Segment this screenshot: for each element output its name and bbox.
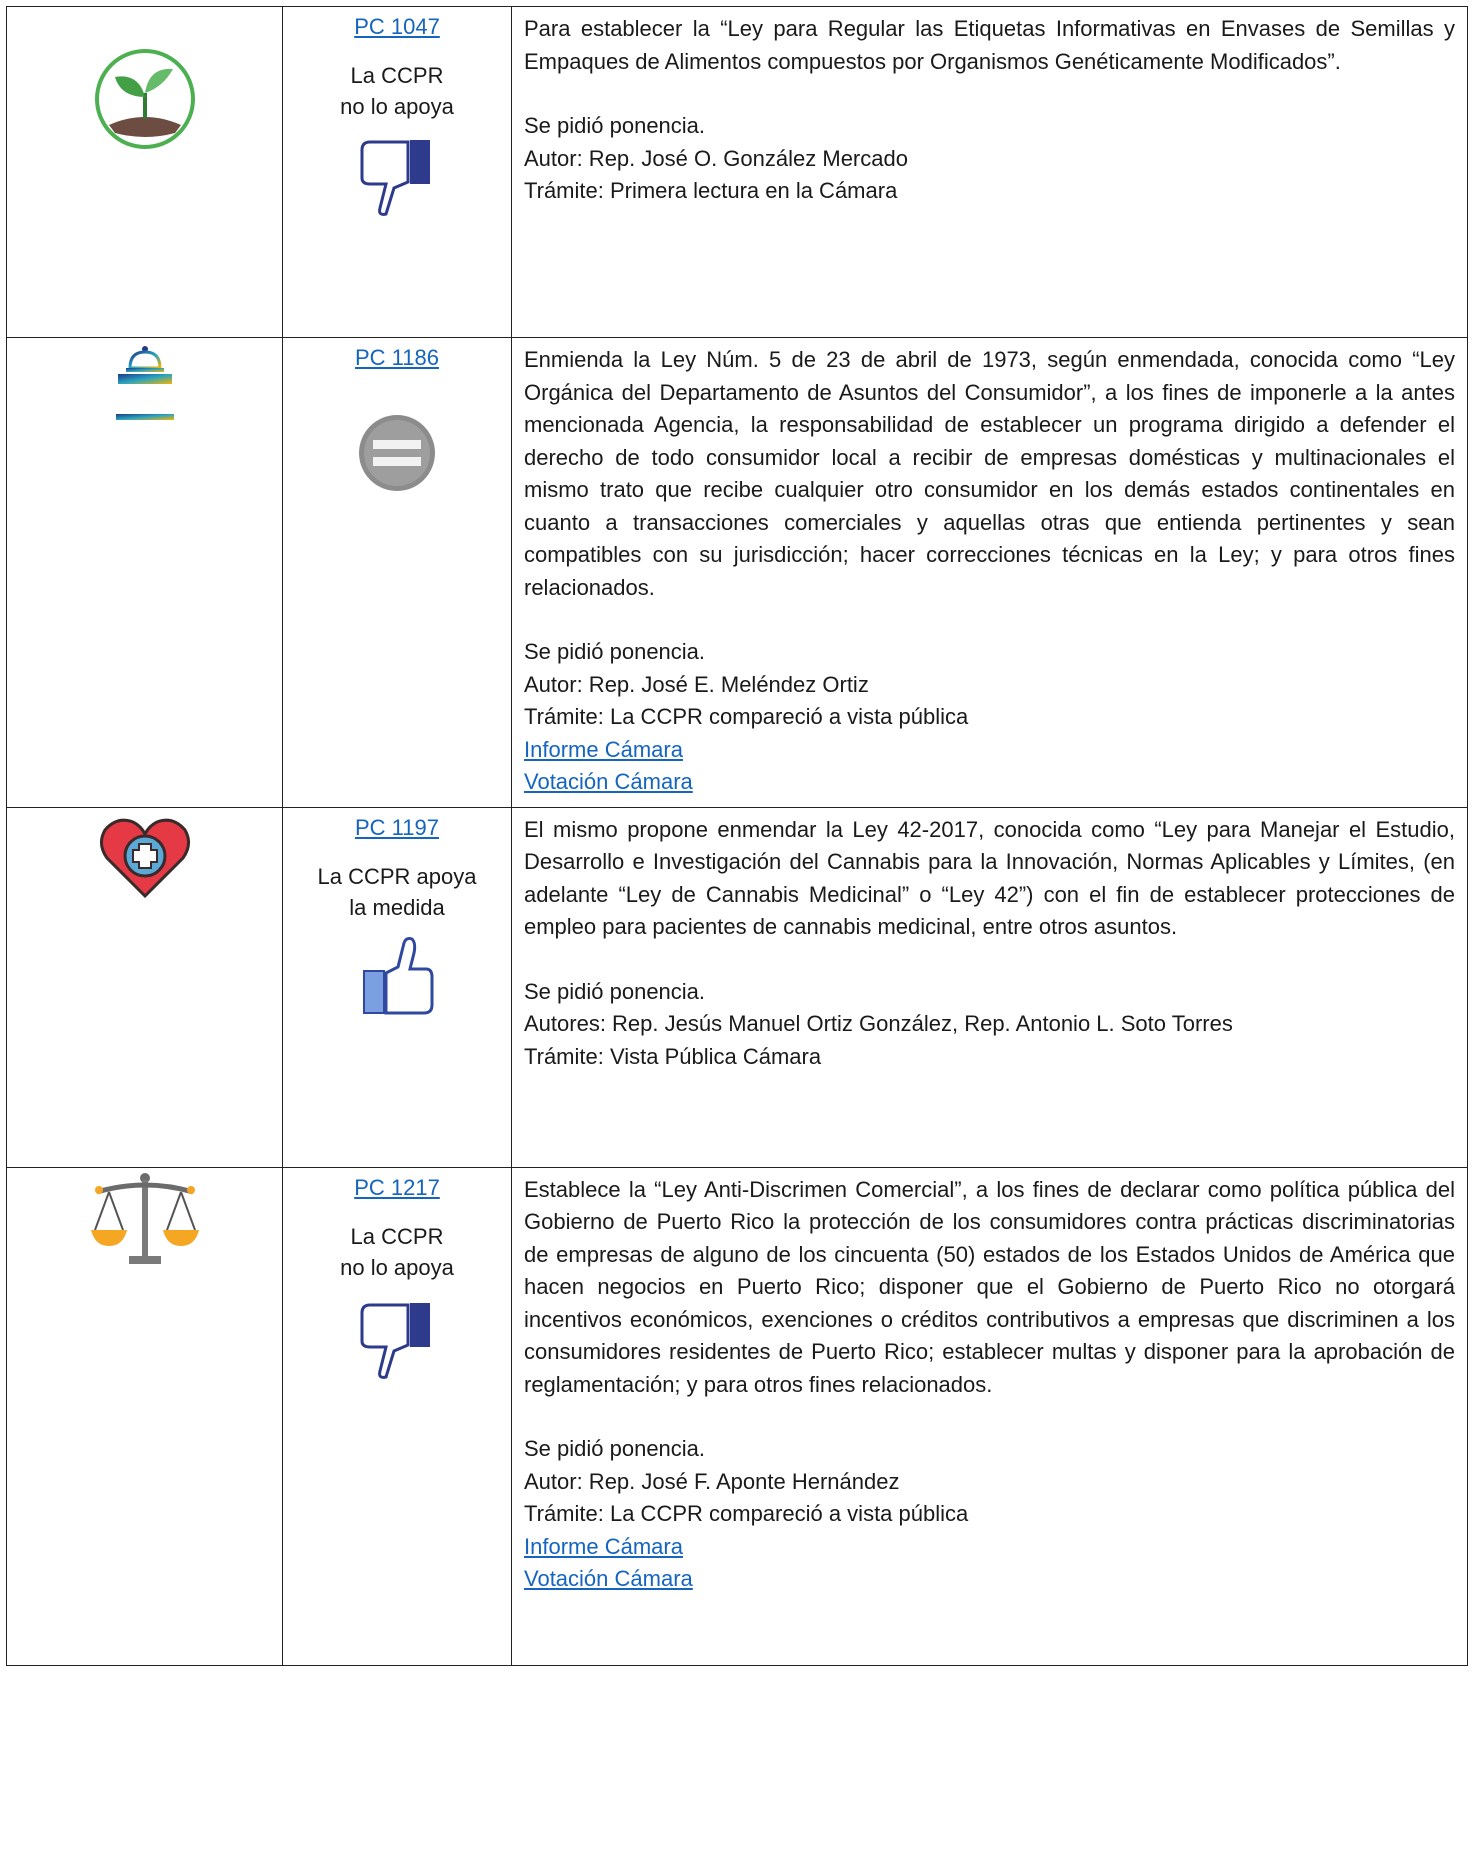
support-status xyxy=(283,861,511,923)
category-icon-cell xyxy=(7,1167,283,1665)
status-cell xyxy=(283,7,512,338)
informe-camara-link[interactable]: Informe Cámara xyxy=(524,1533,683,1559)
neutral-equals-icon xyxy=(357,413,437,493)
description-cell xyxy=(512,1167,1468,1665)
bill-description: Para establecer la “Ley para Regular las Etiquetas Informativas en Envases de Semillas y Empaques de Alimentos compuestos por Organismos Genéticamente Modificados”. xyxy=(524,16,1455,74)
process-text: Trámite: La CCPR compareció a vista pública xyxy=(524,704,969,729)
plant-sprout-icon xyxy=(93,47,197,151)
bill-link[interactable]: PC 1217 xyxy=(354,1174,440,1200)
support-status xyxy=(283,1221,511,1283)
description-cell xyxy=(512,338,1468,808)
bill-link[interactable]: PC 1186 xyxy=(355,345,439,370)
status-line: La CCPR apoya xyxy=(317,863,477,889)
description-cell xyxy=(512,807,1468,1167)
bill-description: Establece la “Ley Anti-Discrimen Comercial”, a los fines de declarar como política pública del Gobierno de Puerto Rico la protección de los consumidores contra prácticas discriminatorias de empresas de alguno de los cincuenta (50) estados de los Estados Unidos de América que hacen negocios en Puerto Rico; disponer que el Gobierno de Puerto Rico no otorgará incentivos económicos, exenciones o créditos contributivos a empresas que discriminen a los consumidores residentes de Puerto Rico; establecer multas y disponer para la aprobación de reglamentación; y para otros fines relacionados. xyxy=(524,1176,1455,1397)
status-line: la medida xyxy=(349,894,445,920)
request-text: Se pidió ponencia. xyxy=(524,113,706,138)
bill-meta xyxy=(524,1433,1455,1596)
request-text: Se pidió ponencia. xyxy=(524,639,706,664)
status-line: no lo apoya xyxy=(340,1254,454,1280)
bill-meta xyxy=(524,976,1455,1074)
status-cell xyxy=(283,807,512,1167)
author-text: Autor: Rep. José E. Meléndez Ortiz xyxy=(524,671,869,697)
bill-link[interactable]: PC 1047 xyxy=(354,14,440,39)
status-line: La CCPR xyxy=(350,63,444,88)
process-text: Trámite: Vista Pública Cámara xyxy=(524,1043,822,1069)
informe-camara-link[interactable]: Informe Cámara xyxy=(524,736,683,762)
bill-link[interactable]: PC 1197 xyxy=(355,814,439,840)
table-row xyxy=(7,7,1468,338)
author-text: Autor: Rep. José O. González Mercado xyxy=(524,145,908,171)
bill-description: El mismo propone enmendar la Ley 42-2017, conocida como “Ley para Manejar el Estudio, Desarrollo e Investigación del Cannabis para la Innovación, Normas Aplicables y Límites, (en adelante “Ley de Cannabis Medicinal” o “Ley 42”) con el fin de establecer protecciones de empleo para pacientes de cannabis medicinal, entre otros asuntos. xyxy=(524,816,1455,939)
status-line: La CCPR xyxy=(350,1223,444,1249)
description-cell xyxy=(512,7,1468,338)
balance-scale-icon xyxy=(89,1170,201,1270)
request-text: Se pidió ponencia. xyxy=(524,1436,706,1461)
category-icon-cell xyxy=(7,338,283,808)
heart-medical-cross-icon xyxy=(97,814,193,902)
bills-table xyxy=(6,6,1468,1666)
table-row xyxy=(7,807,1468,1167)
thumbs-down-icon xyxy=(358,1297,436,1383)
category-icon-cell xyxy=(7,7,283,338)
thumbs-up-icon xyxy=(358,933,436,1019)
category-icon-cell xyxy=(7,807,283,1167)
request-text: Se pidió ponencia. xyxy=(524,978,706,1004)
bill-meta xyxy=(524,636,1455,799)
author-text: Autores: Rep. Jesús Manuel Ortiz González, Rep. Antonio L. Soto Torres xyxy=(524,1011,1233,1036)
bill-meta xyxy=(524,110,1455,208)
process-text: Trámite: La CCPR compareció a vista pública xyxy=(524,1501,969,1526)
table-row xyxy=(7,338,1468,808)
status-cell xyxy=(283,1167,512,1665)
capitol-building-icon xyxy=(110,344,180,424)
table-row xyxy=(7,1167,1468,1665)
thumbs-down-icon xyxy=(358,134,436,220)
process-text: Trámite: Primera lectura en la Cámara xyxy=(524,178,898,203)
status-cell xyxy=(283,338,512,808)
status-line: no lo apoya xyxy=(340,94,454,119)
support-status xyxy=(283,60,511,122)
votacion-camara-link[interactable]: Votación Cámara xyxy=(524,769,693,794)
author-text: Autor: Rep. José F. Aponte Hernández xyxy=(524,1468,900,1494)
bill-description: Enmienda la Ley Núm. 5 de 23 de abril de 1973, según enmendada, conocida como “Ley Orgánica del Departamento de Asuntos del Consumidor”, a los fines de imponerle a la antes mencionada Agencia, la responsabilidad de establecer un programa dirigido a defender el derecho de todo consumidor local a recibir de empresas domésticas y multinacionales el mismo trato que recibe cualquier otro consumidor en los demás estados continentales en cuanto a transacciones comerciales y aquellas otras que entienda pertinentes y sean compatibles con su jurisdicción; hacer correcciones técnicas en la Ley; y para otros fines relacionados. xyxy=(524,347,1455,600)
votacion-camara-link[interactable]: Votación Cámara xyxy=(524,1566,693,1591)
